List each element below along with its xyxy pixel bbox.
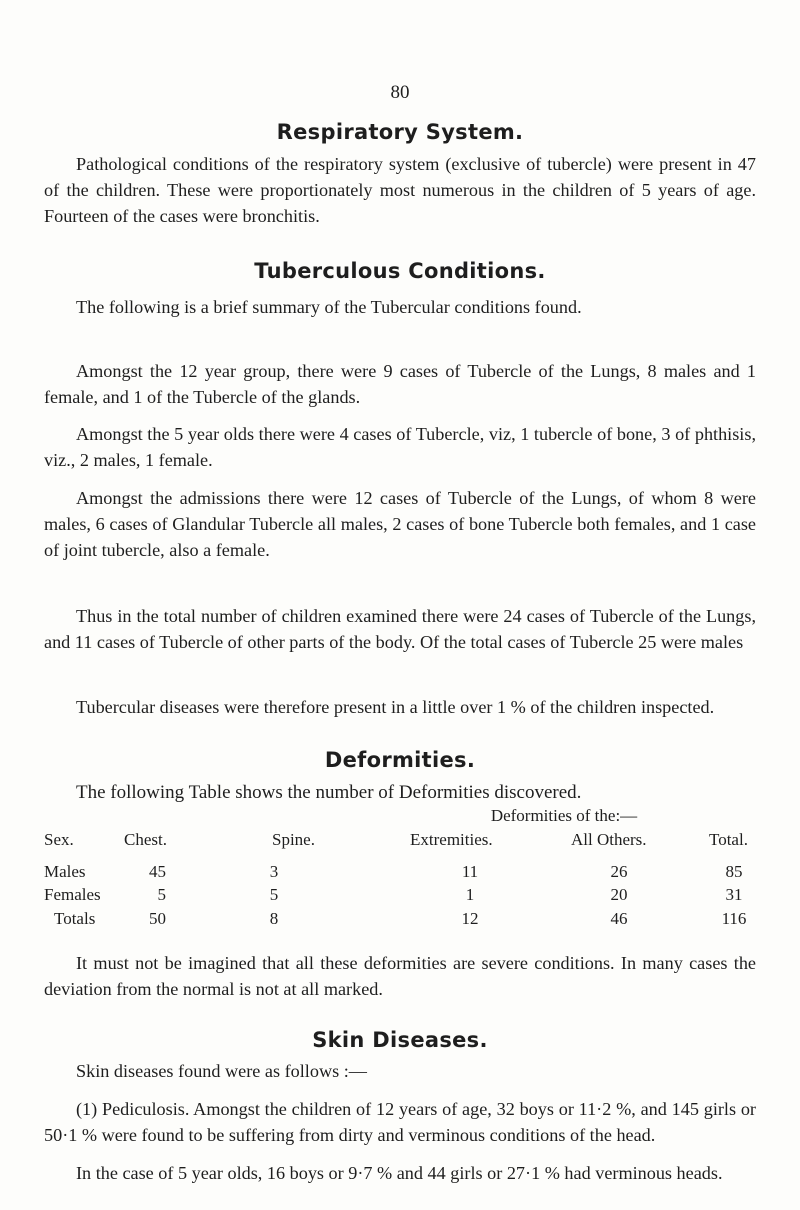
heading-skin: Skin Diseases. [312,1028,488,1052]
table-cell: 31 [725,885,743,904]
heading-respiratory: Respiratory System. [276,120,524,144]
para-respiratory: Pathological conditions of the respiratory system (exclusive of tubercle) were present in 47 of the children. These were proportionately most numerous in the children of 5 years of age. Fourteen of the cases were bronchitis. [44,154,756,226]
page-number: 80 [390,82,410,103]
para-skin-intro: Skin diseases found were as follows :— [76,1061,367,1081]
table-cell: 46 [610,909,628,928]
table-cell: 3 [269,862,279,881]
para-deformities-note: It must not be imagined that all these deformities are severe conditions. In many cases the deviation from the normal is not at all marked. [44,953,756,999]
column-header: Chest. [124,830,167,849]
column-header: Spine. [272,830,315,849]
table-group-header: Deformities of the:— [490,806,638,825]
table-cell: 12 [461,909,479,928]
table-cell: 116 [721,909,747,928]
table-cell: 20 [610,885,628,904]
column-header: Sex. [44,830,74,849]
para-tb-totals: Thus in the total number of children examined there were 24 cases of Tubercle of the Lungs, and 11 cases of Tubercle of other parts of the body. Of the total cases of Tubercle 25 were males [44,606,756,652]
table-cell: 5 [269,885,279,904]
table-cell: 50 [149,909,166,928]
table-row-label: Totals [54,909,96,928]
table-cell: 26 [610,862,628,881]
para-pediculosis: (1) Pediculosis. Amongst the children of 12 years of age, 32 boys or 11·2 %, and 145 girls or 50·1 % were found to be suffering from dirty and verminous conditions of the head. [44,1099,756,1145]
heading-deformities: Deformities. [324,748,476,772]
table-cell: 8 [269,909,279,928]
para-tb-conclusion: Tubercular diseases were therefore present in a little over 1 % of the children inspected. [76,697,715,717]
table-row-label: Females [44,885,101,904]
para-verminous-heads: In the case of 5 year olds, 16 boys or 9·7 % and 44 girls or 27·1 % had verminous heads. [76,1163,723,1183]
heading-tuberculous: Tuberculous Conditions. [254,259,546,283]
table-cell: 45 [149,862,166,881]
table-cell: 11 [461,862,479,881]
column-header: All Others. [571,830,647,849]
column-header: Total. [709,830,748,849]
table-row-label: Males [44,862,86,881]
deformities-table [44,806,764,956]
para-tb-summary: The following is a brief summary of the Tubercular conditions found. [76,297,582,317]
para-tb-admissions: Amongst the admissions there were 12 cases of Tubercle of the Lungs, of whom 8 were males, 6 cases of Glandular Tubercle all males, 2 cases of bone Tubercle both females, and 1 case of joint tubercle, also a female. [44,488,756,560]
column-header: Extremities. [410,830,493,849]
para-deformities-intro: The following Table shows the number of Deformities discovered. [76,782,582,803]
para-tb-5-year: Amongst the 5 year olds there were 4 cases of Tubercle, viz, 1 tubercle of bone, 3 of phthisis, viz., 2 males, 1 female. [44,424,756,470]
table-cell: 1 [465,885,475,904]
table-cell: 5 [157,885,166,904]
table-cell: 85 [725,862,743,881]
para-tb-12-year: Amongst the 12 year group, there were 9 cases of Tubercle of the Lungs, 8 males and 1 female, and 1 of the Tubercle of the glands. [44,361,756,407]
